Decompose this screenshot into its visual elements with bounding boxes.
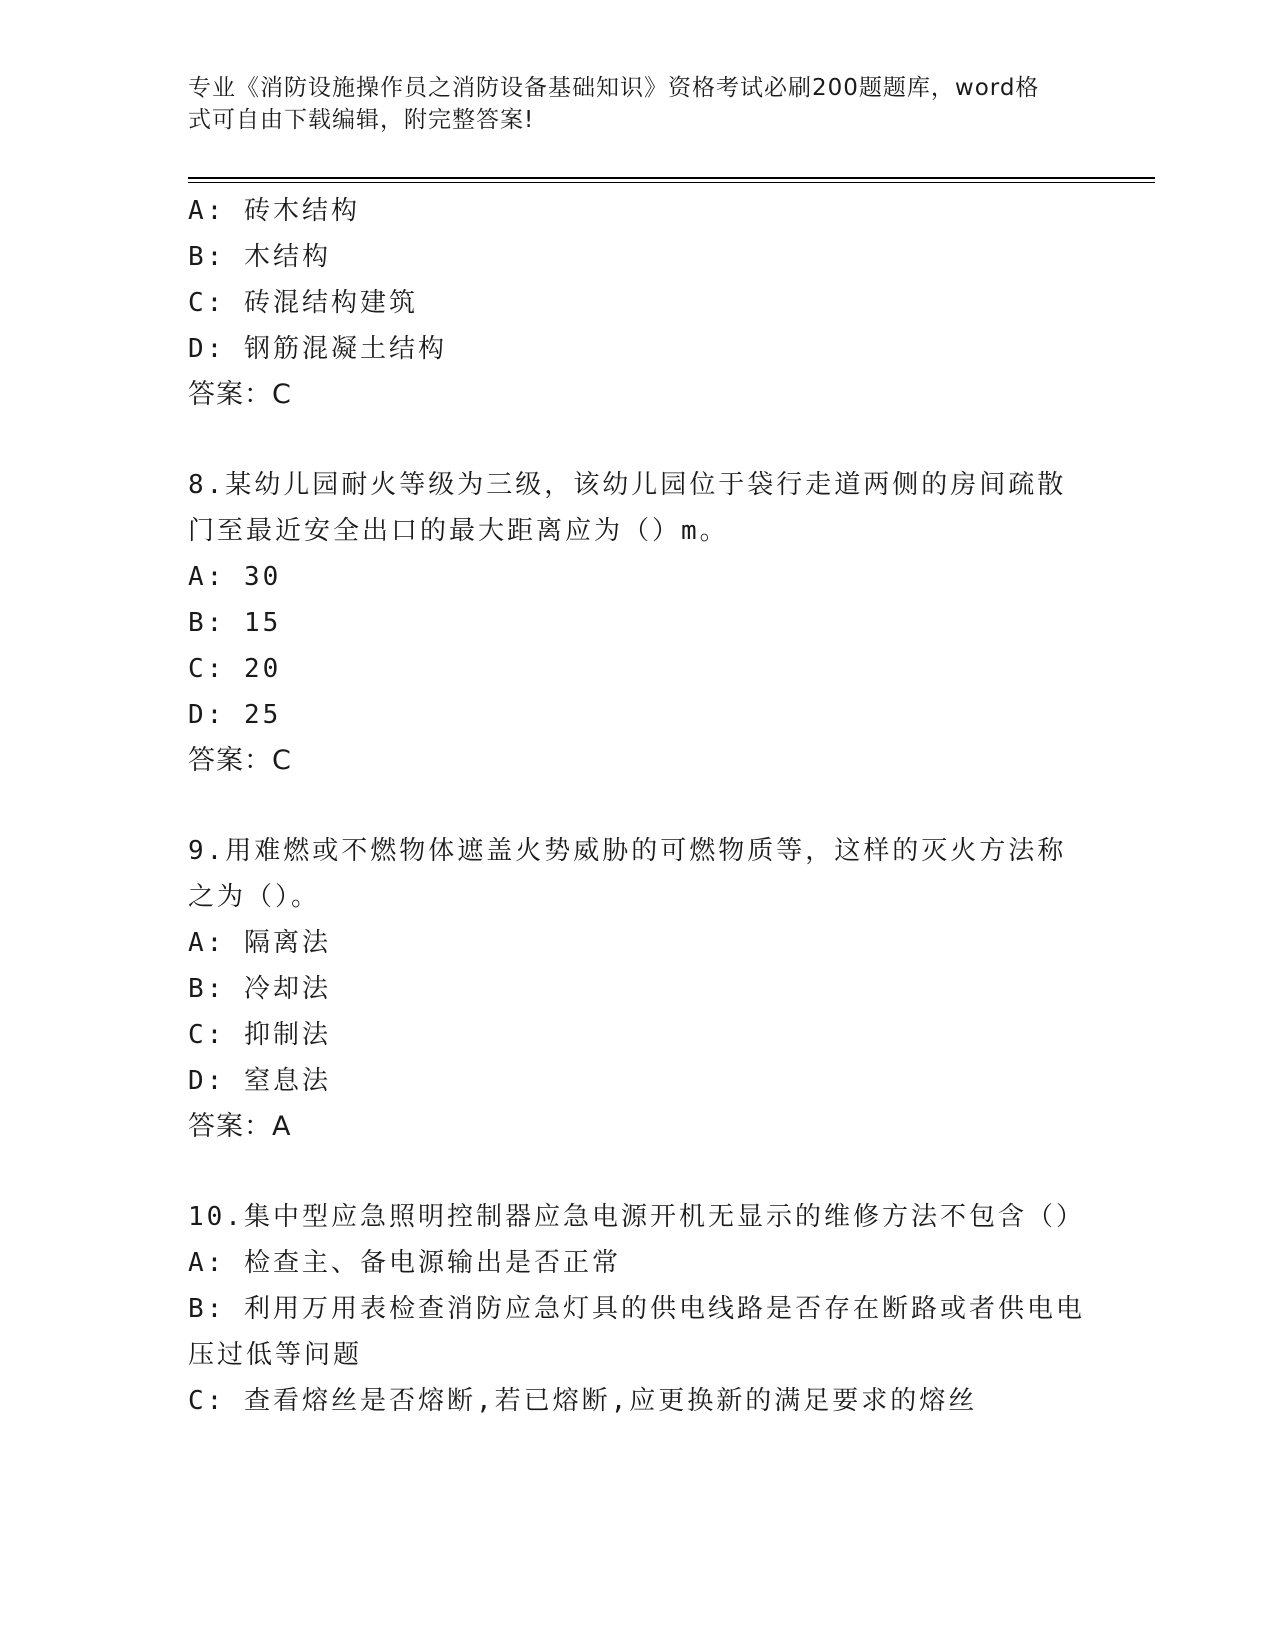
answer: 答案：A xyxy=(188,1111,292,1142)
option-a: A: 砖木结构 xyxy=(188,196,360,226)
header-line-2: 式可自由下载编辑，附完整答案! xyxy=(188,107,535,133)
option-c: C: 20 xyxy=(188,654,282,684)
option-a: A: 隔离法 xyxy=(188,928,331,958)
option-b: B: 利用万用表检查消防应急灯具的供电线路是否存在断路或者供电电 xyxy=(188,1294,1085,1324)
option-b: B: 15 xyxy=(188,608,282,638)
question-7-continued xyxy=(188,188,1088,418)
option-d: D: 窒息法 xyxy=(188,1066,331,1096)
question-title: 9.用难燃或不燃物体遮盖火势威胁的可燃物质等，这样的灭火方法称 xyxy=(188,836,1067,866)
option-d: D: 25 xyxy=(188,700,282,730)
spacer xyxy=(188,418,1088,462)
option-c: C: 抑制法 xyxy=(188,1020,331,1050)
question-title-cont: 之为（）。 xyxy=(188,882,321,912)
option-a: A: 检查主、备电源输出是否正常 xyxy=(188,1248,621,1278)
question-title: 10.集中型应急照明控制器应急电源开机无显示的维修方法不包含（） xyxy=(188,1202,1085,1232)
header-line-1: 专业《消防设施操作员之消防设备基础知识》资格考试必刷200题题库，word格 xyxy=(188,75,1040,101)
spacer xyxy=(188,1150,1088,1194)
option-d: D: 钢筋混凝土结构 xyxy=(188,334,447,364)
header-divider-thin xyxy=(188,182,1155,183)
question-title: 8.某幼儿园耐火等级为三级，该幼儿园位于袋行走道两侧的房间疏散 xyxy=(188,470,1067,500)
spacer xyxy=(188,784,1088,828)
answer: 答案：C xyxy=(188,745,292,776)
option-b-cont: 压过低等问题 xyxy=(188,1340,363,1370)
question-10 xyxy=(188,1194,1088,1424)
header-divider-thick xyxy=(188,177,1155,179)
option-b: B: 冷却法 xyxy=(188,974,331,1004)
option-c: C: 查看熔丝是否熔断,若已熔断,应更换新的满足要求的熔丝 xyxy=(188,1386,978,1416)
option-b: B: 木结构 xyxy=(188,242,331,272)
question-8 xyxy=(188,462,1088,784)
question-9 xyxy=(188,828,1088,1150)
option-a: A: 30 xyxy=(188,562,282,592)
question-title-cont: 门至最近安全出口的最大距离应为（）m。 xyxy=(188,516,729,546)
option-c: C: 砖混结构建筑 xyxy=(188,288,418,318)
document-header xyxy=(188,72,1088,136)
question-list xyxy=(188,188,1088,1424)
answer: 答案：C xyxy=(188,379,292,410)
